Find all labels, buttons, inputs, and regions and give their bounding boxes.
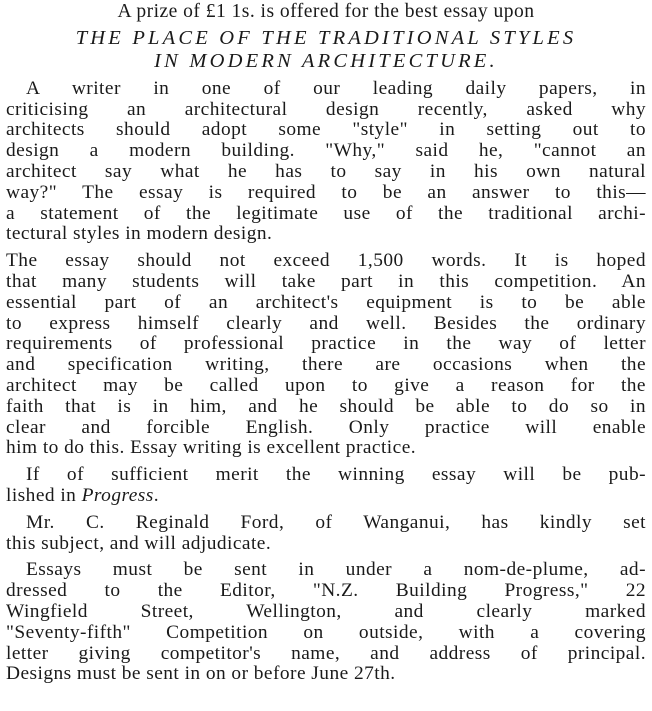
text-line: him to do this. Essay writing is excellent practice. <box>6 438 417 459</box>
paragraph-4 <box>6 513 646 555</box>
text-line: Essays must be sent in under a nom-de-plume, ad- <box>26 560 646 581</box>
paragraph-2 <box>6 251 646 459</box>
text-fragment: lished in <box>6 485 82 506</box>
text-line: and specification writing, there are occasions when the <box>6 355 646 376</box>
text-line: essential part of an architect's equipment is to be able <box>6 292 646 313</box>
text-line: this subject, and will adjudicate. <box>6 533 272 554</box>
paragraph-3 <box>6 465 646 507</box>
text-line: design a modern building. "Why," said he, "cannot an <box>6 141 646 162</box>
text-line: faith that is in him, and he should be able to do so in <box>6 396 646 417</box>
text-line: letter giving competitor's name, and address of principal. <box>6 643 646 664</box>
text-line: Designs must be sent in on or before June 27th. <box>6 664 396 685</box>
text-line: dressed to the Editor, "N.Z. Building Progress," 22 <box>6 581 646 602</box>
paragraph-5 <box>6 560 646 685</box>
text-line <box>6 486 646 507</box>
intro-line: A prize of £1 1s. is offered for the best essay upon <box>117 2 535 22</box>
text-line: The essay should not exceed 1,500 words. It is hoped <box>6 251 646 272</box>
text-line: Mr. C. Reginald Ford, of Wanganui, has kindly set <box>26 512 646 533</box>
text-fragment: . <box>153 485 160 506</box>
text-line: criticising an architectural design recently, asked why <box>6 99 646 120</box>
text-line: architects should adopt some "style" in setting out to <box>6 120 646 141</box>
text-line: way?" The essay is required to be an answer to this— <box>6 182 646 203</box>
essay-title-line-2: IN MODERN ARCHITECTURE. <box>154 49 498 72</box>
text-line: A writer in one of our leading daily papers, in <box>26 78 646 99</box>
publication-name: Progress <box>81 485 154 506</box>
text-line: that many students will take part in this competition. An <box>6 271 646 292</box>
text-line: architect may be called upon to give a reason for the <box>6 375 646 396</box>
text-line: If of sufficient merit the winning essay will be pub- <box>26 465 646 486</box>
text-line: to express himself clearly and well. Besides the ordinary <box>6 313 646 334</box>
text-line: clear and forcible English. Only practice will enable <box>6 417 646 438</box>
text-line: "Seventy-fifth" Competition on outside, with a covering <box>6 622 646 643</box>
text-line: Wingfield Street, Wellington, and clearly marked <box>6 601 646 622</box>
text-line: tectural styles in modern design. <box>6 224 273 245</box>
text-line: requirements of professional practice in the way of letter <box>6 334 646 355</box>
text-line: a statement of the legitimate use of the traditional archi- <box>6 203 646 224</box>
essay-title-line-1: THE PLACE OF THE TRADITIONAL STYLES <box>75 26 577 49</box>
paragraph-1 <box>6 79 646 245</box>
text-line: architect say what he has to say in his own natural <box>6 161 646 182</box>
